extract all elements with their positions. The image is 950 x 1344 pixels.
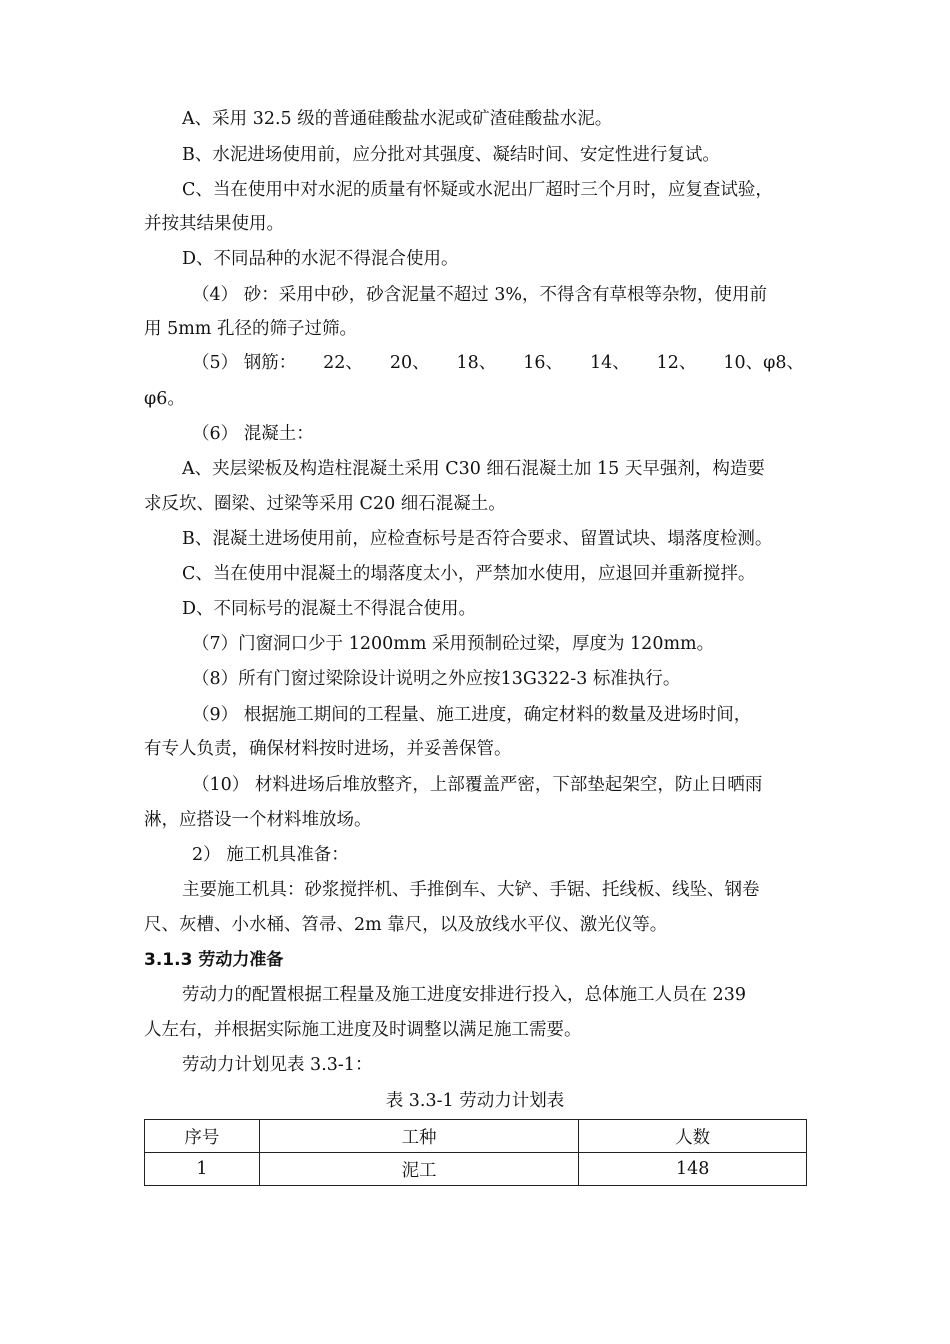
machinery-heading: 2） 施工机具准备： [192,845,349,865]
rebar-size: 10、φ8、 [723,353,804,373]
section-heading-labor: 3.1.3 劳动力准备 [144,950,284,970]
rebar-size: 22、 [323,353,363,373]
material-storage-item-cont: 淋，应搭设一个材料堆放场。 [144,810,372,830]
header-cell: 工种 [259,1120,578,1153]
concrete-item-d: D、不同标号的混凝土不得混合使用。 [182,599,477,619]
concrete-item-a: A、夹层梁板及构造柱混凝土采用 C30 细石混凝土加 15 天早强剂，构造要 [182,459,765,479]
table-row [145,1153,807,1186]
table-cell: 1 [145,1153,260,1186]
material-storage-item: （10） 材料进场后堆放整齐，上部覆盖严密，下部垫起架空，防止日晒雨 [192,775,763,795]
header-cell: 人数 [579,1120,807,1153]
sand-item: （4） 砂：采用中砂，砂含泥量不超过 3%，不得含有草根等杂物，使用前 [192,285,768,305]
table-header-row [145,1120,807,1153]
rebar-size: 16、 [523,353,564,373]
lintel-standard-item: （8）所有门窗过梁除设计说明之外应按13G322-3 标准执行。 [192,669,681,689]
concrete-heading: （6） 混凝土： [192,424,314,444]
rebar-item [192,351,804,375]
material-plan-item-cont: 有专人负责，确保材料按时进场，并妥善保管。 [144,739,512,759]
rebar-item-cont: φ6。 [144,389,185,409]
labor-paragraph: 劳动力的配置根据工程量及施工进度安排进行投入，总体施工人员在 239 [182,985,746,1005]
labor-plan-table [144,1119,807,1186]
table-cell: 泥工 [259,1153,578,1186]
rebar-label: （5） 钢筋： [192,353,297,373]
labor-paragraph-cont: 人左右，并根据实际施工进度及时调整以满足施工需要。 [144,1020,582,1040]
concrete-item-a-cont: 求反坎、圈梁、过梁等采用 C20 细石混凝土。 [144,494,506,514]
lintel-item: （7）门窗洞口少于 1200mm 采用预制砼过梁，厚度为 120mm。 [192,634,715,654]
cement-item-b: B、水泥进场使用前，应分批对其强度、凝结时间、安定性进行复试。 [182,145,720,165]
rebar-size: 12、 [656,353,697,373]
cement-item-c-cont: 并按其结果使用。 [144,214,284,234]
rebar-size: 14、 [589,353,630,373]
machinery-list-cont: 尺、灰槽、小水桶、笤帚、2m 靠尺，以及放线水平仪、激光仪等。 [144,915,668,935]
cement-item-a: A、采用 32.5 级的普通硅酸盐水泥或矿渣硅酸盐水泥。 [182,109,613,129]
sand-item-cont: 用 5mm 孔径的筛子过筛。 [144,319,357,339]
concrete-item-b: B、混凝土进场使用前，应检查标号是否符合要求、留置试块、塌落度检测。 [182,529,773,549]
cement-item-c: C、当在使用中对水泥的质量有怀疑或水泥出厂超时三个月时，应复查试验， [182,180,773,200]
header-cell: 序号 [145,1120,260,1153]
cement-item-d: D、不同品种的水泥不得混合使用。 [182,249,459,269]
machinery-list: 主要施工机具：砂浆搅拌机、手推倒车、大铲、手锯、托线板、线坠、钢卷 [182,880,760,900]
table-caption: 表 3.3-1 劳动力计划表 [385,1091,565,1111]
table-cell: 148 [579,1153,807,1186]
labor-table-reference: 劳动力计划见表 3.3-1： [182,1055,373,1075]
rebar-size: 20、 [389,353,430,373]
concrete-item-c: C、当在使用中混凝土的塌落度太小，严禁加水使用，应退回并重新搅拌。 [182,564,756,584]
rebar-size: 18、 [456,353,497,373]
material-plan-item: （9） 根据施工期间的工程量、施工进度，确定材料的数量及进场时间， [192,705,752,725]
